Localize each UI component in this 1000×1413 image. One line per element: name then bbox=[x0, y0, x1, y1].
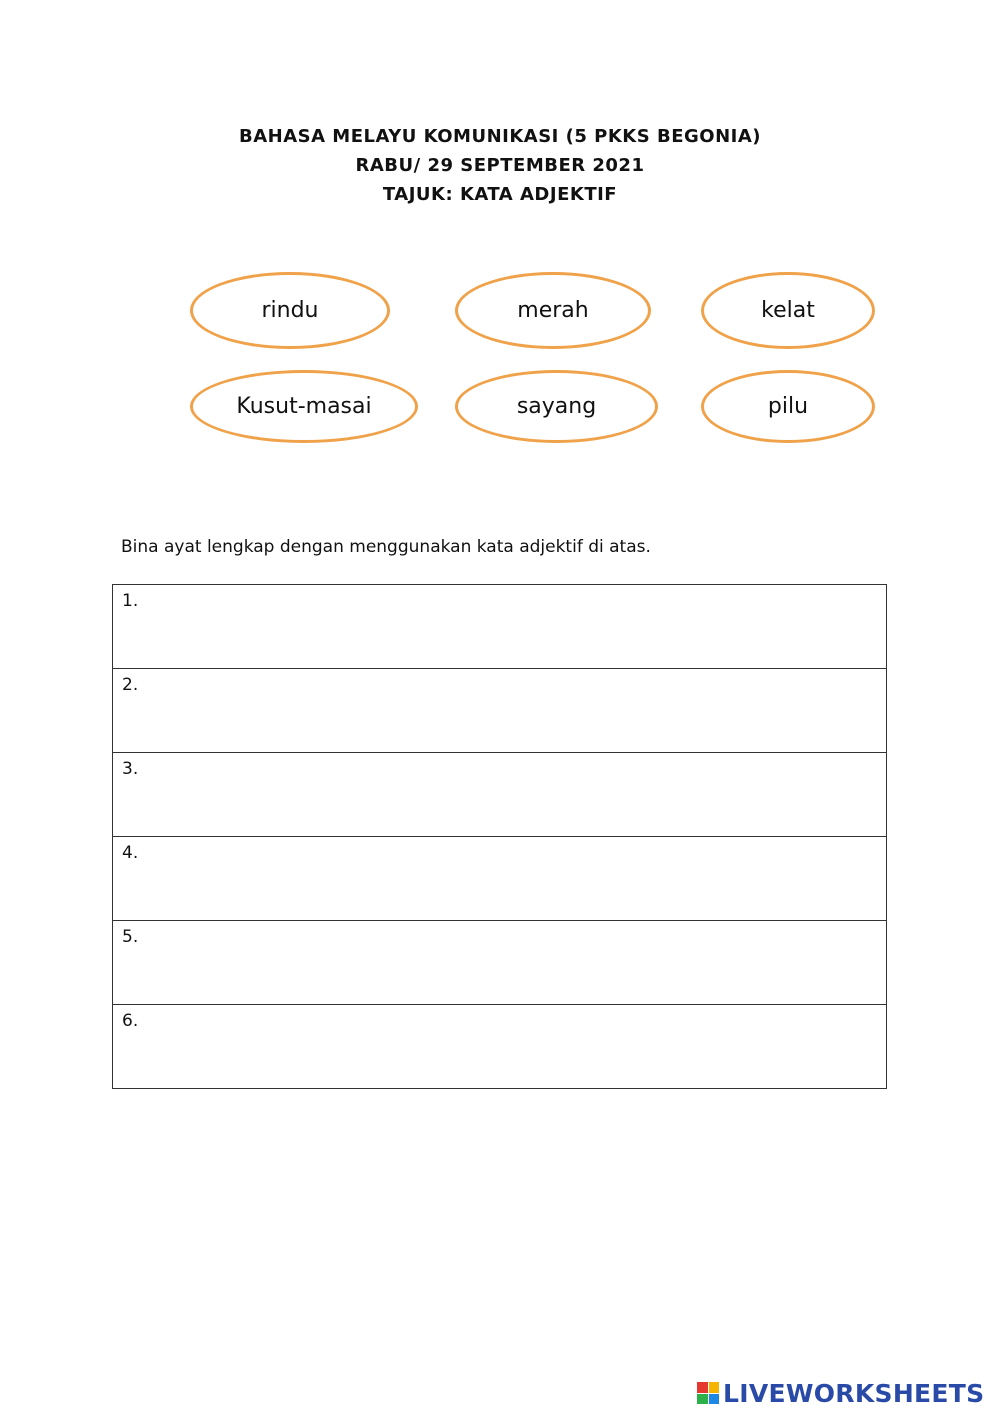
instruction-text: Bina ayat lengkap dengan menggunakan kata adjektif di atas. bbox=[121, 537, 651, 557]
answer-row[interactable] bbox=[113, 669, 887, 753]
answer-row[interactable] bbox=[113, 753, 887, 837]
answer-cell-2[interactable]: 2. bbox=[113, 669, 887, 753]
word-oval-rindu: rindu bbox=[190, 272, 390, 349]
answer-cell-4[interactable]: 4. bbox=[113, 837, 887, 921]
word-oval-kelat: kelat bbox=[701, 272, 875, 349]
word-oval-pilu: pilu bbox=[701, 370, 875, 443]
subject-title: BAHASA MELAYU KOMUNIKASI (5 PKKS BEGONIA) bbox=[239, 126, 761, 147]
answer-row[interactable] bbox=[113, 1005, 887, 1089]
answer-row[interactable] bbox=[113, 921, 887, 1005]
answer-cell-5[interactable]: 5. bbox=[113, 921, 887, 1005]
word-oval-merah: merah bbox=[455, 272, 651, 349]
answer-row[interactable] bbox=[113, 585, 887, 669]
logo-text: LIVEWORKSHEETS bbox=[723, 1378, 985, 1408]
topic-line: TAJUK: KATA ADJEKTIF bbox=[382, 184, 618, 205]
answer-table bbox=[112, 584, 887, 1089]
liveworksheets-logo bbox=[697, 1378, 984, 1408]
answer-row[interactable] bbox=[113, 837, 887, 921]
worksheet-header bbox=[0, 122, 1000, 209]
logo-mark-yellow bbox=[709, 1382, 720, 1393]
answer-cell-1[interactable]: 1. bbox=[113, 585, 887, 669]
liveworksheets-logo-icon bbox=[697, 1382, 719, 1404]
answer-cell-3[interactable]: 3. bbox=[113, 753, 887, 837]
word-oval-kusut-masai: Kusut-masai bbox=[190, 370, 418, 443]
logo-mark-red bbox=[697, 1382, 708, 1393]
logo-mark-blue bbox=[709, 1394, 720, 1405]
word-oval-sayang: sayang bbox=[455, 370, 658, 443]
date-line: RABU/ 29 SEPTEMBER 2021 bbox=[355, 155, 645, 176]
answer-cell-6[interactable]: 6. bbox=[113, 1005, 887, 1089]
logo-mark-green bbox=[697, 1394, 708, 1405]
